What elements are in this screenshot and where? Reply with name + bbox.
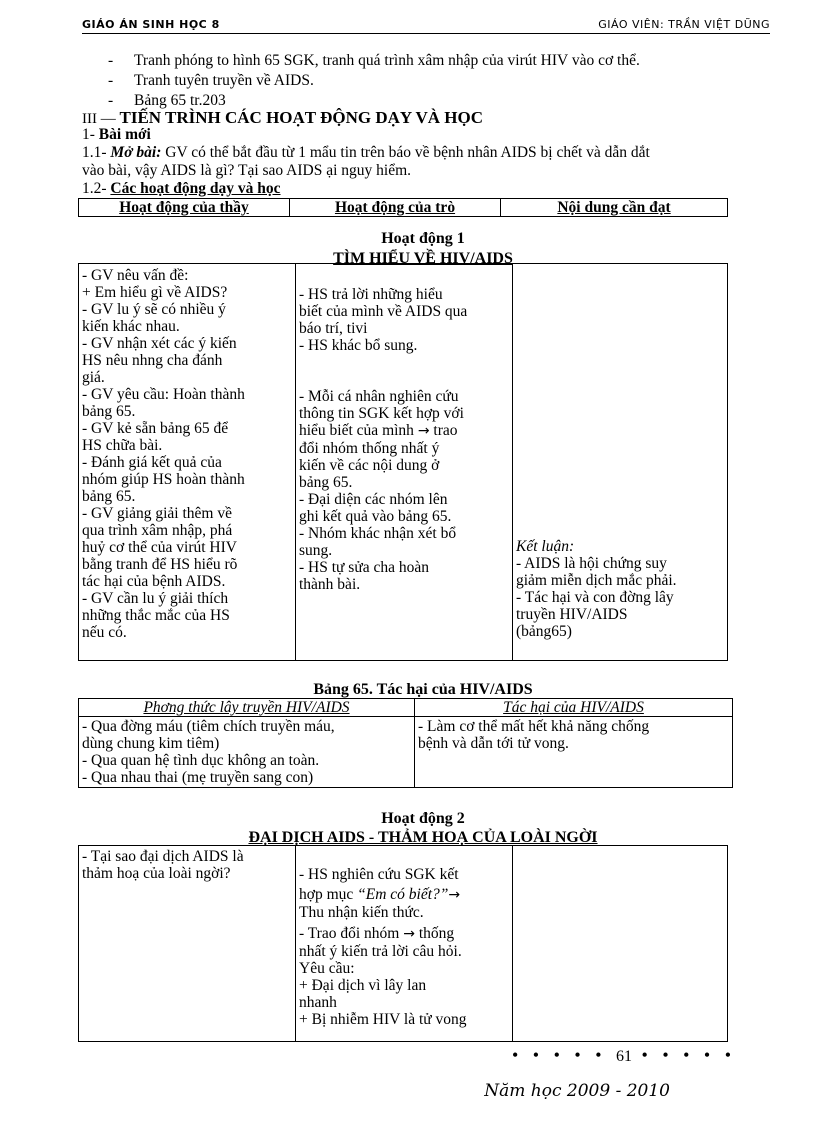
teacher-line: - GV kẻ sẵn bảng 65 để — [82, 420, 229, 437]
teacher-line: tác hại của bệnh AIDS. — [82, 573, 226, 590]
student-line: - HS tự sửa cha hoàn — [299, 559, 430, 576]
section3-heading: III — TIẾN TRÌNH CÁC HOẠT ĐỘNG DẠY VÀ HỌC — [82, 108, 483, 127]
header-rule — [82, 33, 770, 34]
harm-line: bệnh và dẫn tới tử vong. — [418, 735, 569, 752]
table65-transmission-cell — [79, 717, 415, 788]
new-lesson-heading: 1- Bài mới — [82, 126, 151, 143]
page-number: 61 — [616, 1048, 633, 1065]
teacher-line: nếu có. — [82, 624, 127, 641]
student-line: bảng 65. — [299, 474, 353, 491]
activity1-subtitle: TÌM HIỂU VỀ HIV/AIDS — [333, 250, 513, 267]
student-line: thành bài. — [299, 576, 361, 593]
teacher-line: - GV nhận xét các ý kiến — [82, 335, 237, 352]
table65-col1-header: Phơng thức lây truyền HIV/AIDS — [79, 699, 415, 717]
teacher-line: - GV giảng giải thêm về — [82, 505, 232, 522]
page-number-dots: • • • • • 61 • • • • • — [512, 1045, 737, 1065]
transmission-line: - Qua quan hệ tình dục không an toàn. — [82, 752, 320, 769]
student-line: Yêu cầu: — [299, 960, 355, 977]
teacher-line: - GV nêu vấn đề: — [82, 267, 189, 284]
student-line: nhanh — [299, 994, 337, 1011]
student-line: - Nhóm khác nhận xét bổ — [299, 525, 457, 542]
arrow-right-icon: → — [417, 423, 430, 439]
student-line: hiểu biết của mình → trao — [299, 422, 458, 439]
header-right: GIÁO VIÊN: TRẦN VIỆT DŨNG — [598, 18, 770, 31]
student-line: báo trí, tivi — [299, 320, 368, 337]
teacher-line: + Em hiểu gì về AIDS? — [82, 284, 228, 301]
student-line: - Đại diện các nhóm lên — [299, 491, 448, 508]
activity1-content-cell — [513, 264, 728, 661]
intro-line-1: 1.1- Mở bài: GV có thể bắt đầu từ 1 mẩu tin trên báo về bệnh nhân AIDS bị chết và dẫn dắt — [82, 144, 650, 161]
teacher-line: - Tại sao đại dịch AIDS là — [82, 848, 244, 865]
arrow-right-icon: → — [403, 926, 415, 942]
transmission-line: dùng chung kim tiêm) — [82, 735, 220, 752]
teacher-line: giá. — [82, 369, 105, 386]
teacher-line: bảng 65. — [82, 488, 136, 505]
conclusion-line: giảm miễn dịch mắc phải. — [516, 572, 677, 589]
teacher-line: HS chữa bài. — [82, 437, 163, 454]
student-line: + Đại dịch vì lây lan — [299, 977, 427, 994]
table65-title: Bảng 65. Tác hại của HIV/AIDS — [313, 681, 533, 698]
table65-col2-header: Tác hại của HIV/AIDS — [415, 699, 733, 717]
activity1-title: Hoạt động 1 — [381, 230, 465, 247]
transmission-line: - Qua đờng máu (tiêm chích truyền máu, — [82, 718, 335, 735]
teacher-line: qua trình xâm nhập, phá — [82, 522, 233, 539]
arrow-right-icon: → — [448, 887, 461, 903]
student-line: nhất ý kiến trả lời câu hỏi. — [299, 943, 462, 960]
student-line: biết của mình về AIDS qua — [299, 303, 468, 320]
activity2-content-cell — [513, 846, 728, 1042]
conclusion-line: truyền HIV/AIDS — [516, 606, 628, 623]
activity2-table — [78, 845, 728, 1042]
teacher-line: thảm hoạ của loài ngời? — [82, 865, 231, 882]
material-item: - Tranh tuyên truyền về AIDS. — [108, 72, 314, 89]
header-left: GIÁO ÁN SINH HỌC 8 — [82, 18, 220, 31]
activity2-teacher-cell — [79, 846, 296, 1042]
student-line: ghi kết quả vào bảng 65. — [299, 508, 452, 525]
activities-heading: 1.2- Các hoạt động dạy và học — [82, 180, 281, 197]
student-line: sung. — [299, 542, 333, 559]
column-header: Nội dung cần đạt — [501, 199, 728, 217]
table65 — [78, 698, 733, 788]
student-line: - HS nghiên cứu SGK kết — [299, 866, 459, 883]
column-header: Hoạt động của thầy — [79, 199, 290, 217]
activity1-student-cell — [296, 264, 513, 661]
conclusion-line: - Tác hại và con đờng lây — [516, 589, 674, 606]
student-line: - HS trả lời những hiểu — [299, 286, 443, 303]
activity2-subtitle: ĐẠI DỊCH AIDS - THẢM HOẠ CỦA LOÀI NGỜI — [248, 829, 598, 846]
teacher-line: HS nêu nhng cha đánh — [82, 352, 223, 369]
student-line: - Trao đổi nhóm → thống — [299, 925, 455, 942]
student-line: Thu nhận kiến thức. — [299, 904, 424, 921]
school-year: Năm học 2009 - 2010 — [484, 1081, 670, 1101]
teacher-line: - GV lu ý sẽ có nhiều ý — [82, 301, 226, 318]
conclusion-line: - AIDS là hội chứng suy — [516, 555, 667, 572]
material-item: - Bảng 65 tr.203 — [108, 92, 226, 109]
column-header: Hoạt động của trò — [290, 199, 501, 217]
activity2-student-cell — [296, 846, 513, 1042]
activity2-title: Hoạt động 2 — [381, 810, 465, 827]
student-line: - Mỗi cá nhân nghiên cứu — [299, 388, 459, 405]
material-item: - Tranh phóng to hình 65 SGK, tranh quá trình xâm nhập của virút HIV vào cơ thể. — [108, 52, 640, 69]
transmission-line: - Qua nhau thai (mẹ truyền sang con) — [82, 769, 314, 786]
teacher-line: - GV cần lu ý giải thích — [82, 590, 229, 607]
teacher-line: - Đánh giá kết quả của — [82, 454, 222, 471]
teacher-line: kiến khác nhau. — [82, 318, 180, 335]
student-line: + Bị nhiễm HIV là tử vong — [299, 1011, 467, 1028]
conclusion-label: Kết luận: — [516, 538, 575, 555]
teacher-line: những thắc mắc của HS — [82, 607, 230, 624]
student-line: kiến về các nội dung ở — [299, 457, 440, 474]
activity1-teacher-cell — [79, 264, 296, 661]
teacher-line: bảng 65. — [82, 403, 136, 420]
intro-line-2: vào bài, vậy AIDS là gì? Tại sao AIDS ại nguy hiểm. — [82, 162, 412, 179]
teacher-line: huỷ cơ thể của virút HIV — [82, 539, 237, 556]
teacher-line: - GV yêu cầu: Hoàn thành — [82, 386, 245, 403]
harm-line: - Làm cơ thể mất hết khả năng chống — [418, 718, 650, 735]
teacher-line: bằng tranh để HS hiểu rõ — [82, 556, 238, 573]
student-line: hợp mục “Em có biết?”→ — [299, 886, 461, 903]
column-header-table — [78, 198, 728, 217]
table65-harm-cell — [415, 717, 733, 788]
teacher-line: nhóm giúp HS hoàn thành — [82, 471, 245, 488]
student-line: - HS khác bổ sung. — [299, 337, 418, 354]
activity1-table — [78, 263, 728, 661]
student-line: thông tin SGK kết hợp với — [299, 405, 464, 422]
conclusion-line: (bảng65) — [516, 623, 572, 640]
student-line: đổi nhóm thống nhất ý — [299, 440, 440, 457]
